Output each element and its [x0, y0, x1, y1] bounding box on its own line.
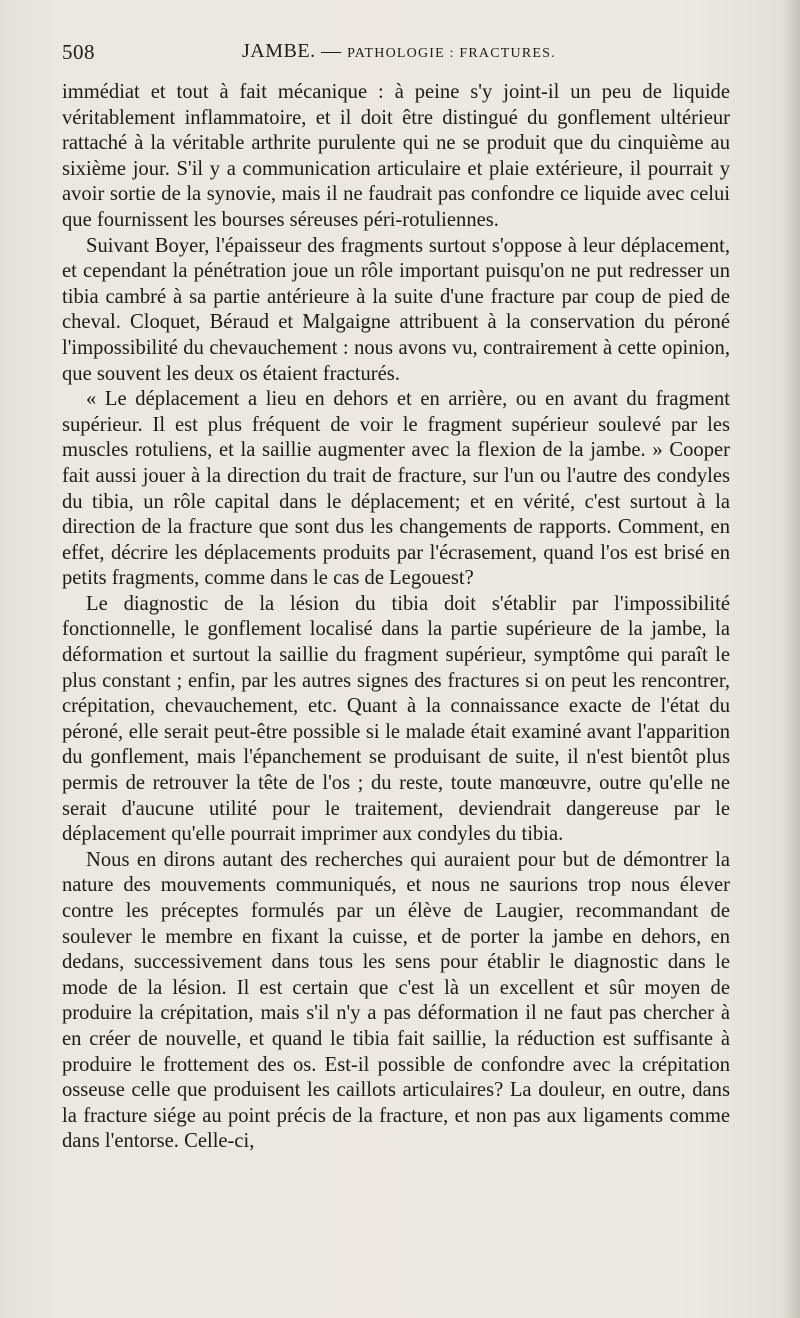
running-title — [242, 40, 556, 63]
chapter-title: JAMBE. — [242, 40, 316, 62]
section-subtitle: PATHOLOGIE : FRACTURES. — [347, 46, 556, 61]
running-head — [62, 40, 730, 70]
paragraph-3: « Le déplacement a lieu en dehors et en arrière, ou en avant du fragment supérieur. Il est plus fréquent de voir le fragment supérieur soulevé par les muscles rotuliens, et la saillie augmenter avec la flexion de la jambe. » Cooper fait aussi jouer à la direction du trait de fracture, sur l'un ou l'autre des condyles du tibia, un rôle capital dans le déplacement; et en vérité, c'est surtout à la direction de la fracture que sont dus les changements de rapports. Comment, en effet, décrire les déplacements produits par l'écrasement, quand l'os est brisé en petits fragments, comme dans le cas de Legouest? — [62, 388, 730, 590]
paragraph-1: immédiat et tout à fait mécanique : à peine s'y joint-il un peu de liquide véritablement inflammatoire, et il doit être distingué du gonflement ultérieur rattaché à la véritable arthrite purulente qui ne se produit que du cinquième au sixième jour. S'il y a communication articulaire et plaie extérieure, il pourrait y avoir sortie de la synovie, mais il ne faudrait pas confondre ce liquide avec celui que fournissent les bourses séreuses péri-rotuliennes. — [62, 81, 730, 231]
paragraph-5: Nous en dirons autant des recherches qui auraient pour but de démontrer la nature des mouvements communiqués, et nous ne saurions trop nous élever contre les préceptes formulés par un élève de Laugier, recommandant de soulever le membre en fixant la cuisse, et de porter la jambe en dehors, en dedans, successivement dans tous les sens pour établir le diagnostic dans le mode de la lésion. Il est certain que c'est là un excellent et sûr moyen de produire la crépitation, mais s'il n'y a pas déformation il ne faut pas chercher à en créer de nouvelle, et quand le tibia fait saillie, la réduction est suffisante à produire le frottement des os. Est-il possible de confondre avec la crépitation osseuse celle que produisent les caillots articulaires? La douleur, en outre, dans la fracture siége au point précis de la fracture, et non pas aux ligaments comme dans l'entorse. Celle-ci, — [62, 848, 730, 1153]
page-edge-shadow — [782, 0, 800, 1318]
paragraph-2: Suivant Boyer, l'épaisseur des fragments surtout s'oppose à leur déplacement, et cependant la pénétration joue un rôle important puisqu'on ne put redresser un tibia cambré à sa partie antérieure à la suite d'une fracture par coup de pied de cheval. Cloquet, Béraud et Malgaigne attribuent à la conservation du péroné l'impossibilité du chevauchement : nous avons vu, contrairement à cette opinion, que souvent les deux os étaient fracturés. — [62, 234, 730, 385]
title-dash: — — [321, 40, 342, 62]
body-text — [62, 80, 730, 1155]
page-number: 508 — [62, 40, 95, 64]
paragraph-4: Le diagnostic de la lésion du tibia doit s'établir par l'impossibilité fonctionnelle, le gonflement localisé dans la partie supérieure de la jambe, la déformation et surtout la saillie du fragment supérieur, symptôme qui paraît le plus constant ; enfin, par les autres signes des fractures si on peut les rencontrer, crépitation, chevauchement, etc. Quant à la connaissance exacte de l'état du péroné, elle serait peut-être possible si le malade était examiné avant l'apparition du gonflement, mais l'épanchement se produisant de suite, il n'est bientôt plus permis de retrouver la tête de l'os ; du reste, toute manœuvre, outre qu'elle ne serait d'aucune utilité pour le traitement, deviendrait dangereuse par le déplacement qu'elle pourrait imprimer aux condyles du tibia. — [62, 592, 730, 846]
